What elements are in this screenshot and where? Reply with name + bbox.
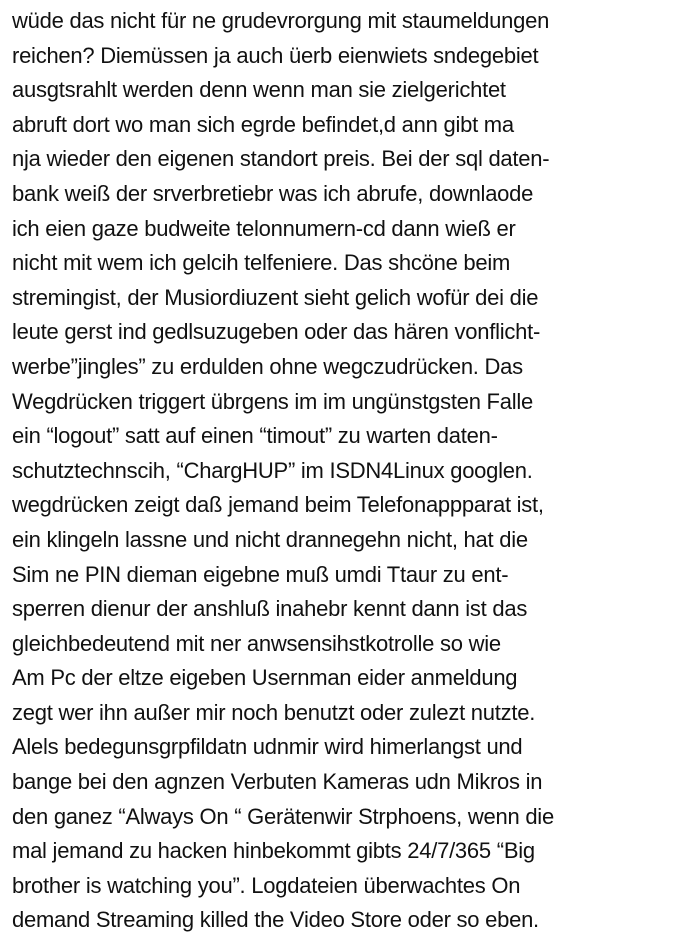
text-line: schutztechnscih, “ChargHUP” im ISDN4Linux googlen. [12, 457, 533, 483]
text-line: ich eien gaze budweite telonnumern-cd dann wieß er [12, 215, 516, 241]
text-line: mal jemand zu hacken hinbekommt gibts 24/7/365 “Big [12, 838, 535, 864]
text-line: wegdrücken zeigt daß jemand beim Telefonappparat ist, [12, 492, 544, 518]
text-line: bange bei den agnzen Verbuten Kameras udn Mikros in [12, 769, 543, 795]
text-line: ein klingeln lassne und nicht drannegehn nicht, hat die [12, 526, 528, 552]
text-line: stremingist, der Musiordiuzent sieht gelich wofür dei die [12, 284, 539, 310]
text-line: nicht mit wem ich gelcih telfeniere. Das shcöne beim [12, 250, 511, 276]
text-line: ausgtsrahlt werden denn wenn man sie zielgerichtet [12, 77, 506, 103]
text-line: nja wieder den eigenen standort preis. Bei der sql daten- [12, 146, 550, 172]
text-line: gleichbedeutend mit ner anwsensihstkotrolle so wie [12, 630, 501, 656]
text-line: sperren dienur der anshluß inahebr kennt dann ist das [12, 596, 528, 622]
text-line: abruft dort wo man sich egrde befindet,d ann gibt ma [12, 111, 514, 137]
text-line: ein “logout” satt auf einen “timout” zu warten daten- [12, 423, 498, 449]
text-line: bank weiß der srverbretiebr was ich abrufe, downlaode [12, 180, 534, 206]
body-text [12, 4, 674, 938]
text-line: leute gerst ind gedlsuzugeben oder das hären vonflicht- [12, 319, 541, 345]
text-line: Am Pc der eltze eigeben Usernman eider anmeldung [12, 665, 518, 691]
text-line: Sim ne PIN dieman eigebne muß umdi Ttaur zu ent- [12, 561, 509, 587]
text-line: demand Streaming killed the Video Store oder so eben. [12, 907, 539, 933]
text-line: zegt wer ihn außer mir noch benutzt oder zulezt nutzte. [12, 699, 536, 725]
text-line: Alels bedegunsgrpfildatn udnmir wird himerlangst und [12, 734, 523, 760]
text-line: brother is watching you”. Logdateien überwachtes On [12, 872, 521, 898]
text-line: reichen? Diemüssen ja auch üerb eienwiets sndegebiet [12, 42, 539, 68]
text-line: Wegdrücken triggert übrgens im im ungünstgsten Falle [12, 388, 533, 414]
text-line: werbe”jingles” zu erdulden ohne wegczudrücken. Das [12, 353, 523, 379]
text-line: den ganez “Always On “ Gerätenwir Strphoens, wenn die [12, 803, 554, 829]
text-line: wüde das nicht für ne grudevrorgung mit staumeldungen [12, 8, 550, 33]
